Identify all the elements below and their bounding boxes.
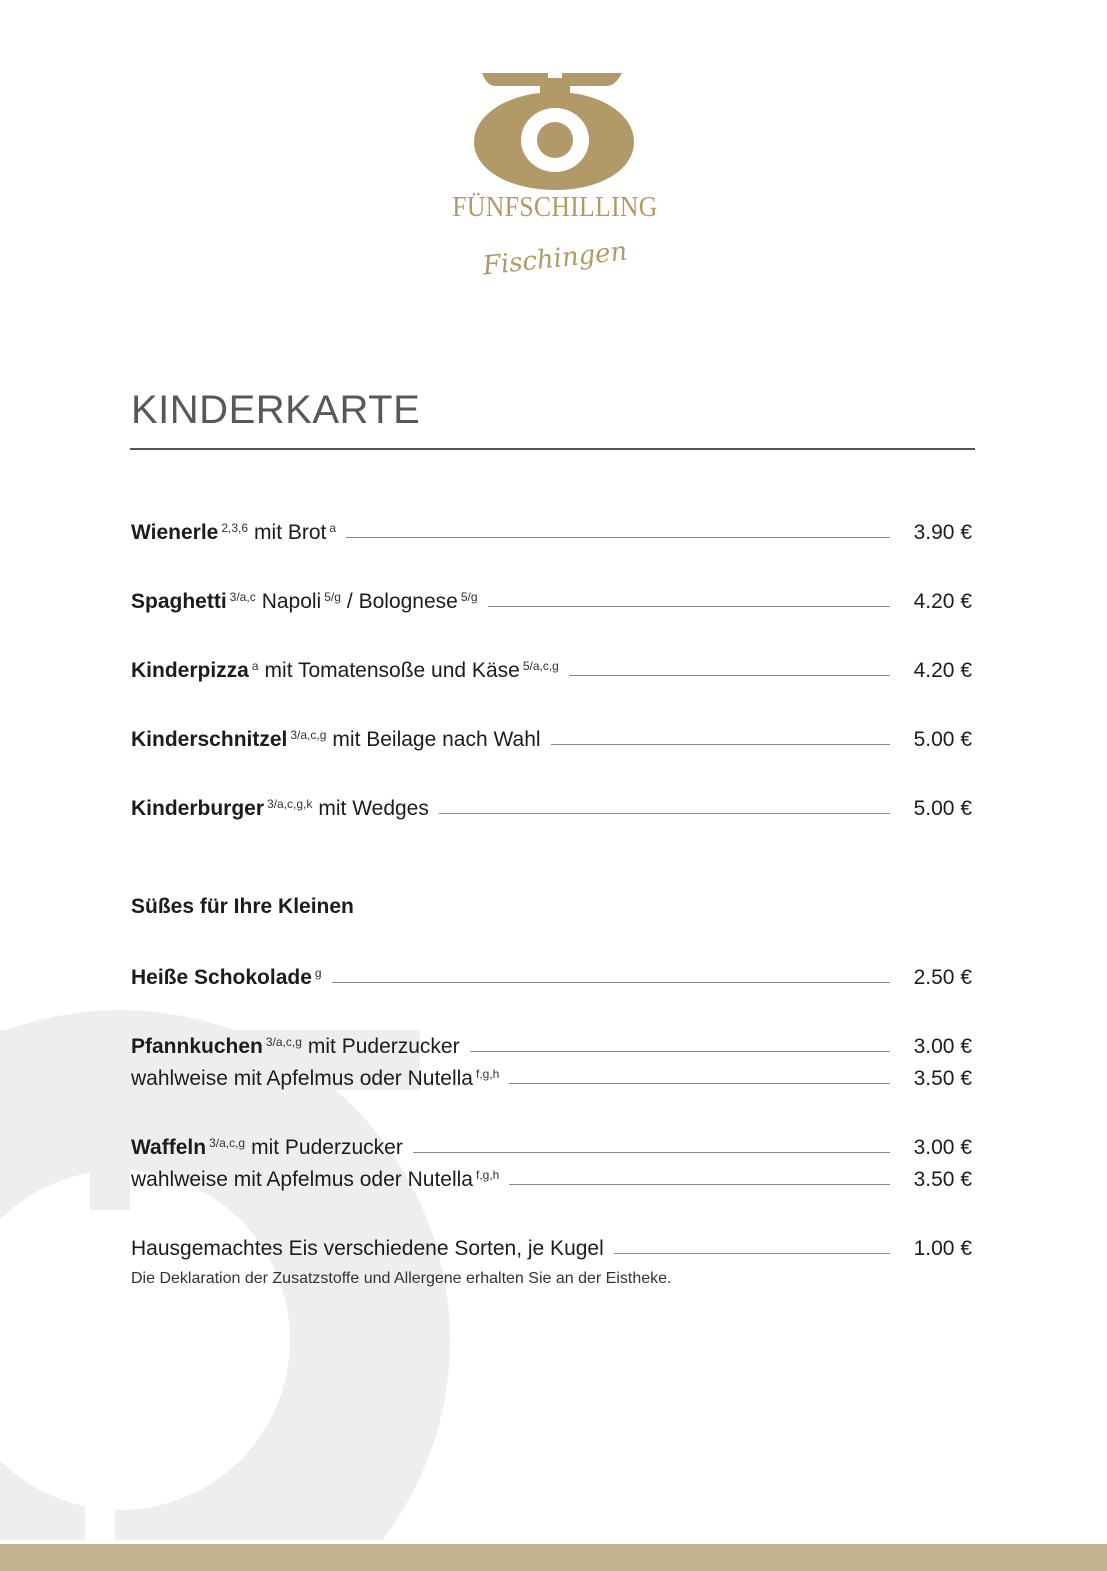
item-allergens: 3/a,c,g <box>209 1136 246 1150</box>
menu-item-kinderschnitzel <box>131 722 972 752</box>
menu-item-waffeln-option <box>131 1162 972 1192</box>
item-allergens-2: 5/a,c,g <box>522 659 559 673</box>
menu-item-heisse-schokolade <box>131 960 972 990</box>
section-heading: Süßes für Ihre Kleinen <box>131 895 354 918</box>
item-description: mit Beilage nach Wahl <box>332 728 541 751</box>
item-price: 3.50 € <box>913 1168 972 1191</box>
item-allergens: 3/a,c,g <box>265 1035 302 1049</box>
dot-leader <box>439 812 890 814</box>
menu-item-pfannkuchen <box>131 1029 972 1059</box>
item-description-2: / Bolognese <box>346 590 458 613</box>
item-price: 4.20 € <box>913 590 972 613</box>
dot-leader <box>488 605 890 607</box>
menu-item-kinderburger <box>131 791 972 821</box>
item-name: Waffeln <box>131 1136 207 1159</box>
item-allergens: 3/a,c,g,k <box>267 797 313 811</box>
item-allergens: 3/a,c <box>229 590 256 604</box>
item-description: wahlweise mit Apfelmus oder Nutella <box>131 1067 473 1090</box>
allergen-note: Die Deklaration der Zusatzstoffe und Allergene erhalten Sie an der Eistheke. <box>131 1270 672 1287</box>
item-description: Hausgemachtes Eis verschiedene Sorten, je Kugel <box>131 1237 604 1260</box>
item-name: Pfannkuchen <box>131 1035 263 1058</box>
item-description: Napoli <box>261 590 322 613</box>
item-description: mit Wedges <box>318 797 429 820</box>
item-allergens: g <box>314 966 322 980</box>
menu-item-spaghetti <box>131 584 972 614</box>
item-name: Kinderburger <box>131 797 265 820</box>
dot-leader <box>509 1082 890 1084</box>
item-price: 1.00 € <box>913 1237 972 1260</box>
item-allergens: a <box>251 659 259 673</box>
menu-item-wienerle <box>131 515 972 545</box>
item-description: wahlweise mit Apfelmus oder Nutella <box>131 1168 473 1191</box>
brand-place: Fischingen <box>481 236 629 282</box>
item-price: 3.00 € <box>913 1136 972 1159</box>
brand-logo <box>430 68 680 298</box>
item-description: mit Puderzucker <box>251 1136 403 1159</box>
item-description: mit Tomatensoße und Käse <box>264 659 520 682</box>
logo-mark-icon <box>430 68 680 193</box>
item-name: Spaghetti <box>131 590 227 613</box>
item-allergens-2: a <box>329 521 337 535</box>
item-description: mit Puderzucker <box>307 1035 460 1058</box>
item-allergens-2: 5/g <box>324 590 341 604</box>
page-title: KINDERKARTE <box>131 388 421 432</box>
title-divider <box>130 448 975 450</box>
item-allergens: 2,3,6 <box>221 521 249 535</box>
brand-name: FÜNFSCHILLING <box>452 192 658 223</box>
item-price: 5.00 € <box>913 728 972 751</box>
menu-item-pfannkuchen-option <box>131 1061 972 1091</box>
dot-leader <box>346 536 890 538</box>
footer-band <box>0 1544 1107 1571</box>
item-price: 3.50 € <box>913 1067 972 1090</box>
dot-leader <box>470 1050 890 1052</box>
item-price: 2.50 € <box>913 966 972 989</box>
item-price: 5.00 € <box>913 797 972 820</box>
dot-leader <box>509 1183 890 1185</box>
item-name: Heiße Schokolade <box>131 966 312 989</box>
dot-leader <box>569 674 890 676</box>
item-description: mit Brot <box>254 521 327 544</box>
item-allergens: f,g,h <box>476 1067 500 1081</box>
item-price: 3.00 € <box>913 1035 972 1058</box>
menu-item-kinderpizza <box>131 653 972 683</box>
item-name: Kinderpizza <box>131 659 249 682</box>
dot-leader <box>614 1252 890 1254</box>
dot-leader <box>551 743 890 745</box>
dot-leader <box>413 1151 890 1153</box>
item-allergens: f,g,h <box>476 1168 500 1182</box>
item-price: 3.90 € <box>913 521 972 544</box>
dot-leader <box>332 981 890 983</box>
item-name: Kinderschnitzel <box>131 728 288 751</box>
menu-item-eis <box>131 1231 972 1261</box>
item-allergens: 3/a,c,g <box>290 728 327 742</box>
menu-item-waffeln <box>131 1130 972 1160</box>
item-name: Wienerle <box>131 521 219 544</box>
item-price: 4.20 € <box>913 659 972 682</box>
item-allergens-3: 5/g <box>460 590 478 604</box>
